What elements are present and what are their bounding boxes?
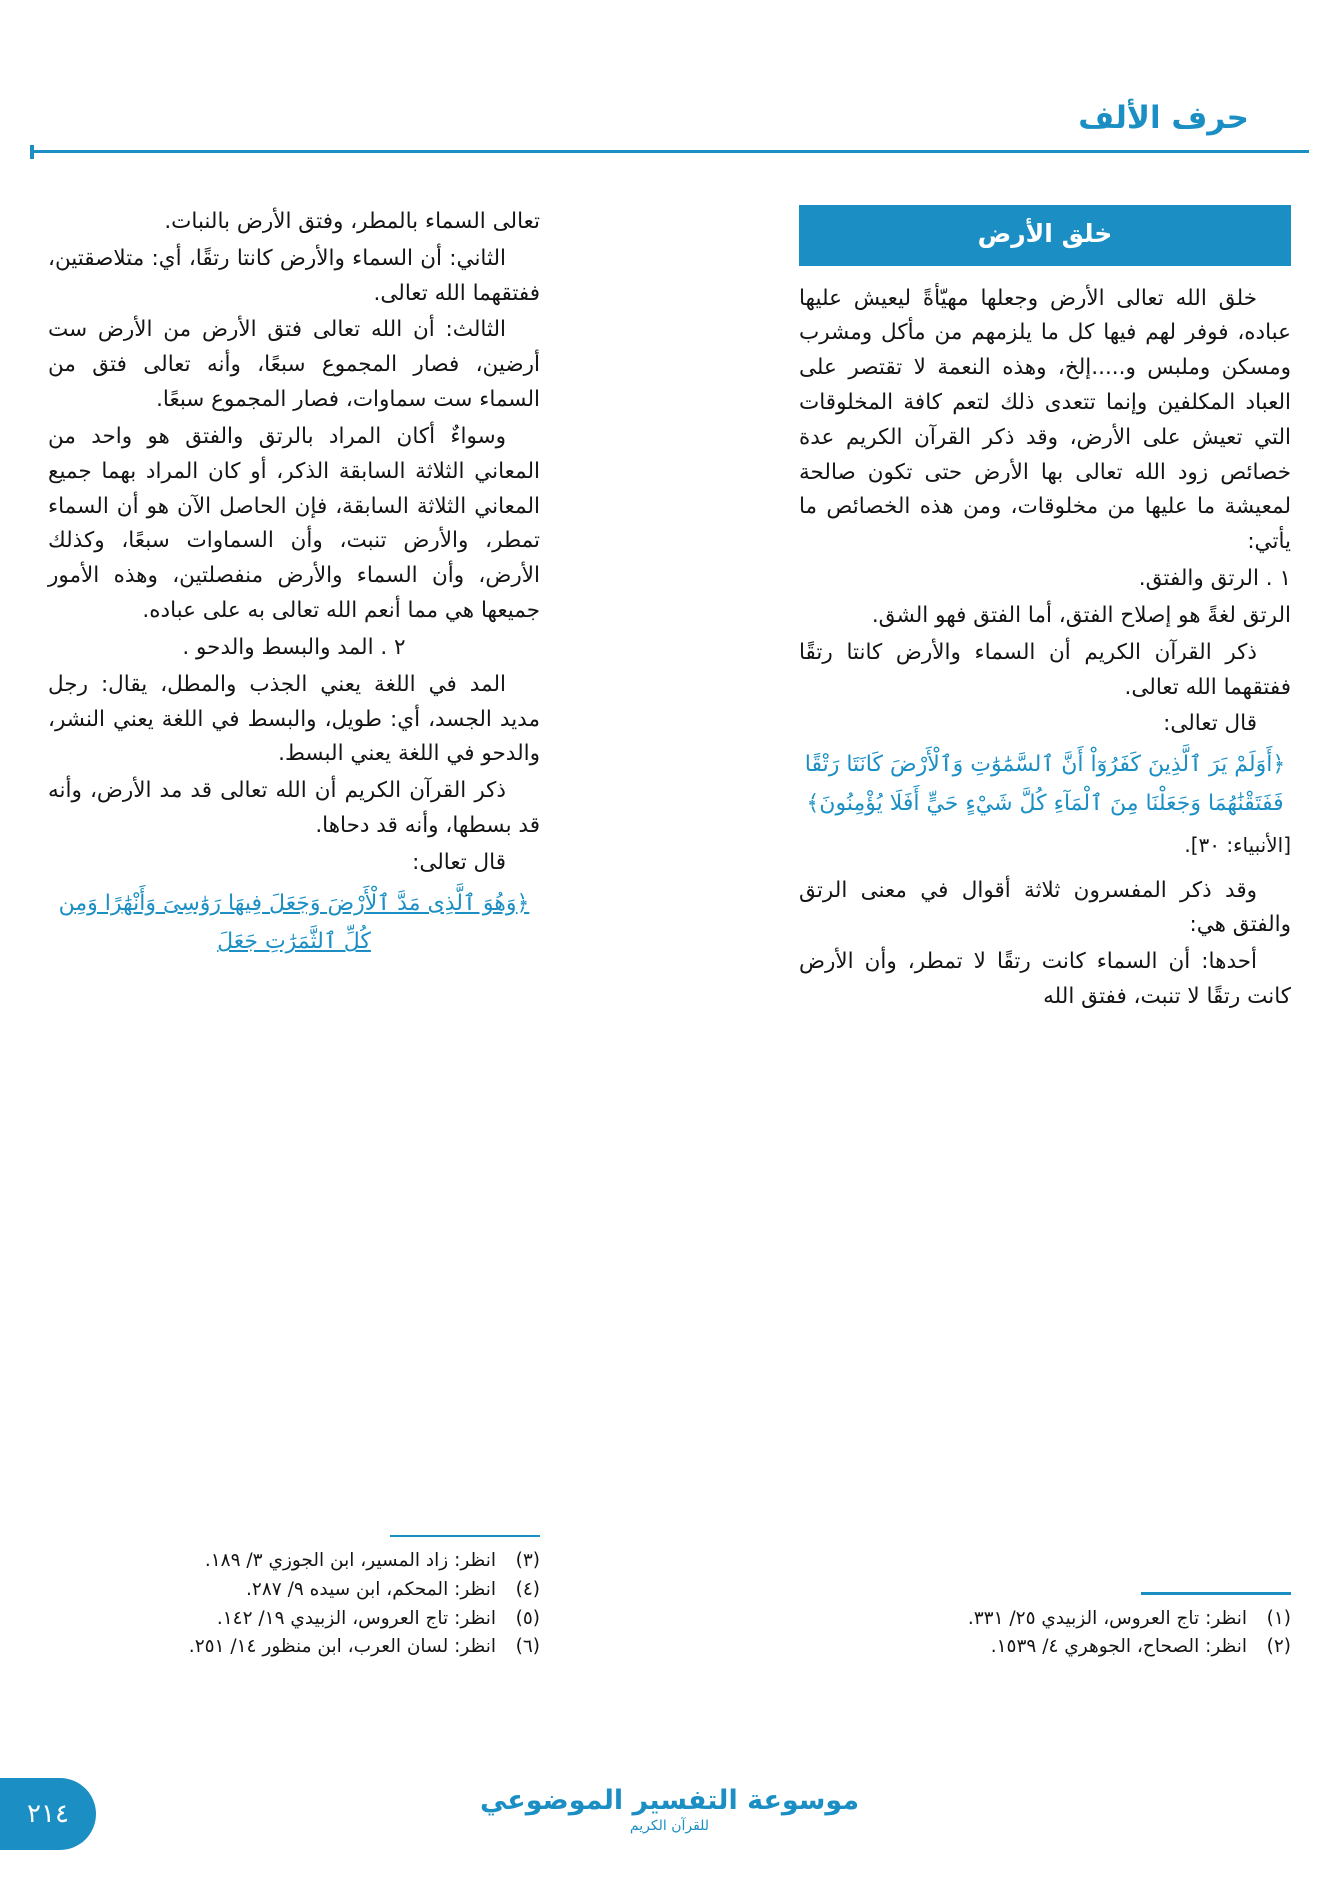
- page-number-badge: ٢١٤: [0, 1778, 96, 1850]
- footnote-divider-left: [390, 1535, 540, 1538]
- footnote-number: (٦): [515, 1636, 540, 1658]
- footnote-text: انظر: زاد المسير، ابن الجوزي ٣/ ١٨٩.: [204, 1550, 496, 1572]
- footnote-text: انظر: لسان العرب، ابن منظور ١٤/ ٢٥١.: [188, 1636, 496, 1658]
- quote-label-left: [48, 846, 540, 881]
- header-divider-tip: [30, 145, 34, 159]
- footnote-number: (٣): [515, 1550, 540, 1572]
- section-title-banner: خلق الأرض: [799, 205, 1291, 266]
- footnote-number: (١): [1266, 1607, 1291, 1629]
- footnotes-right-column: [799, 1592, 1291, 1662]
- paragraph-intro: خلق الله تعالى الأرض وجعلها مهيّأةً ليعيش عليها عباده، فوفر لهم فيها كل ما يلزمهم من مأكل ومشرب ومسكن وملبس و.....إلخ، وهذه النعمة لا تقتصر على العباد المكلفين وإنما تتعدى ذلك لتعم كافة المخلوقات التي تعيش على الأرض، وقد ذكر القرآن الكريم عدة خصائص زود الله تعالى بها الأرض حتى تكون صالحة لمعيشة ما عليها من مخلوقات، ومن هذه الخصائص ما يأتي:: [799, 285, 1291, 555]
- footnote-number: (٥): [515, 1607, 540, 1629]
- paragraph-list-item-2: ٢ . المد والبسط والدحو .: [182, 634, 406, 660]
- publisher-logo-sub: للقرآن الكريم: [629, 1818, 710, 1834]
- paragraph-ratq-fatq-def: [799, 599, 1291, 634]
- paragraph-quran-madd: ذكر القرآن الكريم أن الله تعالى قد مد الأرض، وأنه قد بسطها، وأنه قد دحاها.: [48, 778, 540, 839]
- paragraph-continuation: تعالى السماء بالمطر، وفتق الأرض بالنبات.: [164, 209, 540, 234]
- footnote-text: انظر: تاج العروس، الزبيدي ١٩/ ١٤٢.: [216, 1607, 496, 1629]
- footnote-text: انظر: الصحاح، الجوهري ٤/ ١٥٣٩.: [990, 1636, 1247, 1658]
- footnote-item: [48, 1605, 540, 1634]
- paragraph-quran-mention: ذكر القرآن الكريم أن السماء والأرض كانتا رتقًا ففتقهما الله تعالى.: [799, 639, 1291, 700]
- ratq-definition-text: الرتق لغةً هو إصلاح الفتق، أما الفتق فهو الشق.: [871, 602, 1291, 628]
- page-header-title: حرف الألف: [1078, 100, 1249, 136]
- footnote-item: [799, 1633, 1291, 1662]
- quran-verse-rad: ﴿وَهُوَ ٱلَّذِى مَدَّ ٱلْأَرْضَ وَجَعَلَ فِيهَا رَوَٰسِىَ وَأَنْهَٰرًا وَمِن كُلِّ ٱلثَّمَرَٰتِ جَعَلَ: [58, 890, 530, 955]
- quote-label-right: [799, 707, 1291, 742]
- footnote-number: (٢): [1266, 1636, 1291, 1658]
- paragraph-third-opinion: الثالث: أن الله تعالى فتق الأرض من الأرض ست أرضين، فصار المجموع سبعًا، وأنه تعالى فتق من السماء ست سماوات، فصار المجموع سبعًا.: [48, 317, 540, 413]
- footnote-item: [799, 1605, 1291, 1634]
- footnote-number: (٤): [515, 1578, 540, 1600]
- paragraph-first-opinion: أحدها: أن السماء كانت رتقًا لا تمطر، وأن الأرض كانت رتقًا لا تنبت، ففتق الله: [799, 949, 1291, 1010]
- footnotes-left-column: [48, 1535, 540, 1662]
- publisher-logo-main: موسوعة التفسير الموضوعي: [479, 1785, 860, 1816]
- header-divider: [30, 150, 1309, 153]
- footnote-item: [48, 1547, 540, 1576]
- quote-label-right-text: قال تعالى:: [1163, 711, 1257, 737]
- paragraph-second-opinion: الثاني: أن السماء والأرض كانتا رتقًا، أي: متلاصقتين، ففتقهما الله تعالى.: [48, 245, 540, 306]
- paragraph-summary: وسواءٌ أكان المراد بالرتق والفتق هو واحد من المعاني الثلاثة السابقة الذكر، أو كان المراد بهما جميع المعاني الثلاثة السابقة، فإن الحاصل الآن هو أن السماء تمطر، والأرض تنبت، وأن السماوات سبعًا، وكذلك الأرض، وأن السماء والأرض منفصلتين، وهذه الأمور جميعها هي مما أنعم الله تعالى به على عباده.: [48, 423, 540, 624]
- quran-verse-reference: [الأنبياء: ٣٠].: [1184, 833, 1291, 858]
- publisher-logo: [480, 1785, 859, 1834]
- footnote-divider-right: [1141, 1592, 1291, 1595]
- paragraph-madd-definition: المد في اللغة يعني الجذب والمطل، يقال: رجل مديد الجسد، أي: طويل، والبسط في اللغة يعني النشر، والدحو في اللغة يعني البسط.: [48, 671, 540, 767]
- quran-verse-anbiya: ﴿أَوَلَمْ يَرَ ٱلَّذِينَ كَفَرُوٓاْ أَنَّ ٱلسَّمَٰوَٰتِ وَٱلْأَرْضَ كَانَتَا رَتْقًا فَفَتَقْنَٰهُمَا وَجَعَلْنَا مِنَ ٱلْمَآءِ كُلَّ شَيْءٍ حَيٍّ أَفَلَا يُؤْمِنُونَ﴾: [804, 752, 1286, 816]
- paragraph-mufassirun: وقد ذكر المفسرون ثلاثة أقوال في معنى الرتق والفتق هي:: [799, 877, 1291, 938]
- footnote-item: [48, 1633, 540, 1662]
- footnote-text: انظر: تاج العروس، الزبيدي ٢٥/ ٣٣١.: [967, 1607, 1247, 1629]
- quote-label-left-text: قال تعالى:: [412, 849, 506, 875]
- left-text-column: [48, 205, 540, 964]
- paragraph-list-item-1: ١ . الرتق والفتق.: [1138, 566, 1291, 592]
- page-header: [30, 100, 1309, 170]
- footnote-text: انظر: المحكم، ابن سيده ٩/ ٢٨٧.: [246, 1578, 496, 1600]
- footnote-item: [48, 1576, 540, 1605]
- right-text-column: [799, 205, 1291, 1017]
